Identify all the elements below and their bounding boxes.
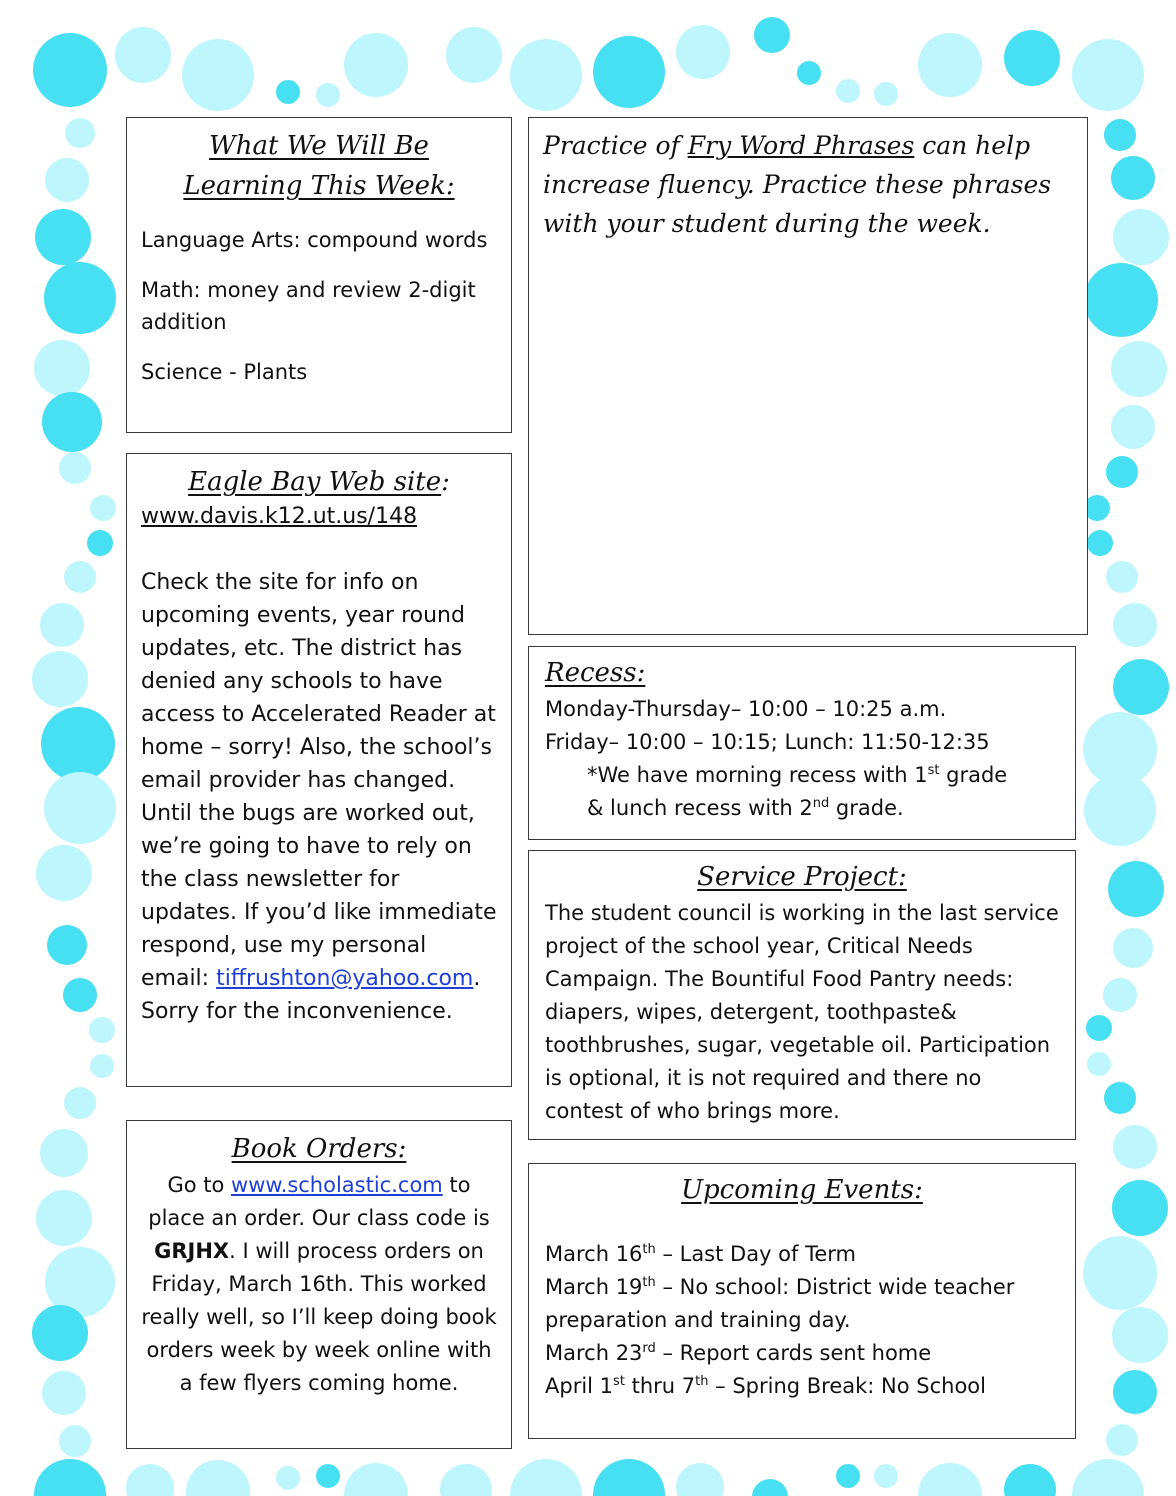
website-box	[126, 453, 512, 1087]
border-dot	[752, 1479, 788, 1496]
events-title: Upcoming Events:	[681, 1175, 923, 1205]
border-dot	[316, 83, 340, 107]
border-dot	[42, 1371, 86, 1415]
border-dot	[32, 651, 88, 707]
border-dot	[89, 1017, 115, 1043]
border-dot	[182, 39, 254, 111]
border-dot	[918, 33, 982, 97]
border-dot	[510, 1459, 582, 1496]
border-dot	[1113, 1125, 1157, 1169]
border-dot	[1087, 530, 1113, 556]
border-dot	[1083, 1236, 1157, 1310]
fry-box	[528, 117, 1088, 635]
border-dot	[1108, 861, 1164, 917]
event-item: March 23rd – Report cards sent home	[545, 1341, 932, 1365]
border-dot	[186, 1460, 250, 1496]
border-dot	[797, 61, 821, 85]
learning-language: Language Arts: compound words	[141, 228, 488, 252]
border-dot	[44, 772, 116, 844]
border-dot	[1086, 1015, 1112, 1041]
service-body: The student council is working in the last service project of the school year, Critical Needs Campaign. The Bountiful Food Pantry needs: diapers, wipes, detergent, toothpaste& toothbrushes, sugar, vegetable oil. Participation is optional, it is not required and there no contest of who brings more.	[545, 901, 1059, 1123]
border-dot	[593, 36, 665, 108]
border-dot	[47, 925, 87, 965]
recess-line2: Friday– 10:00 – 10:15; Lunch: 11:50-12:35	[545, 730, 990, 754]
border-dot	[1103, 978, 1137, 1012]
book-title: Book Orders:	[231, 1134, 407, 1164]
events-box	[528, 1163, 1076, 1439]
border-dot	[1106, 1424, 1138, 1456]
border-dot	[1111, 156, 1155, 200]
border-dot	[64, 1087, 96, 1119]
book-body: Go to www.scholastic.com to place an order. Our class code is GRJHX. I will process orders on Friday, March 16th. This worked really well, so I’ll keep doing book orders week by week online with a few flyers coming home.	[141, 1173, 497, 1395]
border-dot	[40, 603, 84, 647]
border-dot	[59, 452, 91, 484]
border-dot	[276, 80, 300, 104]
border-dot	[344, 33, 408, 97]
service-title: Service Project:	[697, 862, 907, 892]
border-dot	[36, 1190, 92, 1246]
service-box	[528, 850, 1076, 1140]
learning-title: What We Will Be Learning This Week:	[183, 131, 455, 201]
border-dot	[1113, 209, 1169, 265]
border-dot	[65, 118, 95, 148]
event-item: March 19th – No school: District wide teacher preparation and training day.	[545, 1275, 1015, 1332]
website-body: Check the site for info on upcoming events, year round updates, etc. The district has denied any schools to have access to Accelerated Reader at home – sorry! Also, the school’s email provider has changed. Until the bugs are worked out, we’re going to have to rely on the class newsletter for updates. If you’d like immediate respond, use my personal email: tiffrushton@yahoo.com. Sorry for the inconvenience.	[141, 570, 497, 1024]
border-dot	[1111, 405, 1155, 449]
fry-text: Practice of Fry Word Phrases can help increase fluency. Practice these phrases with your student during the week.	[543, 131, 1052, 238]
border-dot	[593, 1459, 665, 1496]
border-dot	[126, 1464, 174, 1496]
border-dot	[1004, 30, 1060, 86]
border-dot	[1113, 1370, 1157, 1414]
border-dot	[1104, 1082, 1136, 1114]
border-dot	[32, 1305, 88, 1361]
border-dot	[40, 1129, 88, 1177]
website-title: Eagle Bay Web site:	[188, 467, 450, 497]
border-dot	[440, 1464, 492, 1496]
border-dot	[33, 33, 107, 107]
recess-box	[528, 646, 1076, 840]
border-dot	[42, 392, 102, 452]
border-dot	[36, 845, 92, 901]
border-dot	[1106, 456, 1138, 488]
event-item: March 16th – Last Day of Term	[545, 1242, 856, 1266]
border-dot	[1084, 263, 1158, 337]
border-dot	[1113, 603, 1157, 647]
border-dot	[41, 707, 115, 781]
border-dot	[64, 561, 96, 593]
border-dot	[316, 1464, 340, 1488]
border-dot	[836, 1464, 860, 1488]
border-dot	[59, 1425, 91, 1457]
recess-title: Recess:	[545, 658, 646, 688]
email-link[interactable]: tiffrushton@yahoo.com	[216, 966, 474, 991]
border-dot	[344, 1463, 408, 1496]
border-dot	[874, 82, 898, 106]
border-dot	[1104, 119, 1136, 151]
recess-line1: Monday-Thursday– 10:00 – 10:25 a.m.	[545, 697, 947, 721]
border-dot	[836, 79, 860, 103]
border-dot	[45, 158, 89, 202]
border-dot	[510, 39, 582, 111]
border-dot	[874, 1464, 898, 1488]
event-item: April 1st thru 7th – Spring Break: No School	[545, 1374, 986, 1398]
website-url[interactable]: www.davis.k12.ut.us/148	[141, 504, 418, 529]
border-dot	[446, 27, 502, 83]
border-dot	[1112, 1307, 1168, 1363]
border-dot	[1072, 1459, 1144, 1496]
border-dot	[1113, 928, 1153, 968]
border-dot	[1072, 39, 1144, 111]
border-dot	[676, 1463, 724, 1496]
border-dot	[90, 1054, 114, 1078]
border-dot	[35, 209, 91, 265]
border-dot	[63, 978, 97, 1012]
border-dot	[115, 27, 171, 83]
learning-box	[126, 117, 512, 433]
border-dot	[1111, 341, 1167, 397]
border-dot	[754, 17, 790, 53]
border-dot	[1004, 1464, 1056, 1496]
border-dot	[918, 1463, 982, 1496]
border-dot	[1106, 561, 1138, 593]
border-dot	[676, 25, 730, 79]
recess-note: *We have morning recess with 1st grade & lunch recess with 2nd grade.	[587, 763, 1008, 820]
book-box	[126, 1120, 512, 1449]
border-dot	[34, 1459, 106, 1496]
border-dot	[44, 262, 116, 334]
border-dot	[1113, 659, 1169, 715]
border-dot	[1087, 1052, 1111, 1076]
border-dot	[276, 1466, 300, 1490]
border-dot	[1084, 774, 1156, 846]
scholastic-link[interactable]: www.scholastic.com	[231, 1173, 443, 1197]
border-dot	[90, 495, 116, 521]
border-dot	[1112, 1180, 1168, 1236]
learning-math: Math: money and review 2-digit addition	[141, 278, 476, 334]
learning-science: Science - Plants	[141, 360, 308, 384]
border-dot	[34, 340, 90, 396]
fry-link-text: Fry Word Phrases	[687, 131, 915, 160]
border-dot	[87, 530, 113, 556]
class-code: GRJHX	[154, 1239, 230, 1263]
